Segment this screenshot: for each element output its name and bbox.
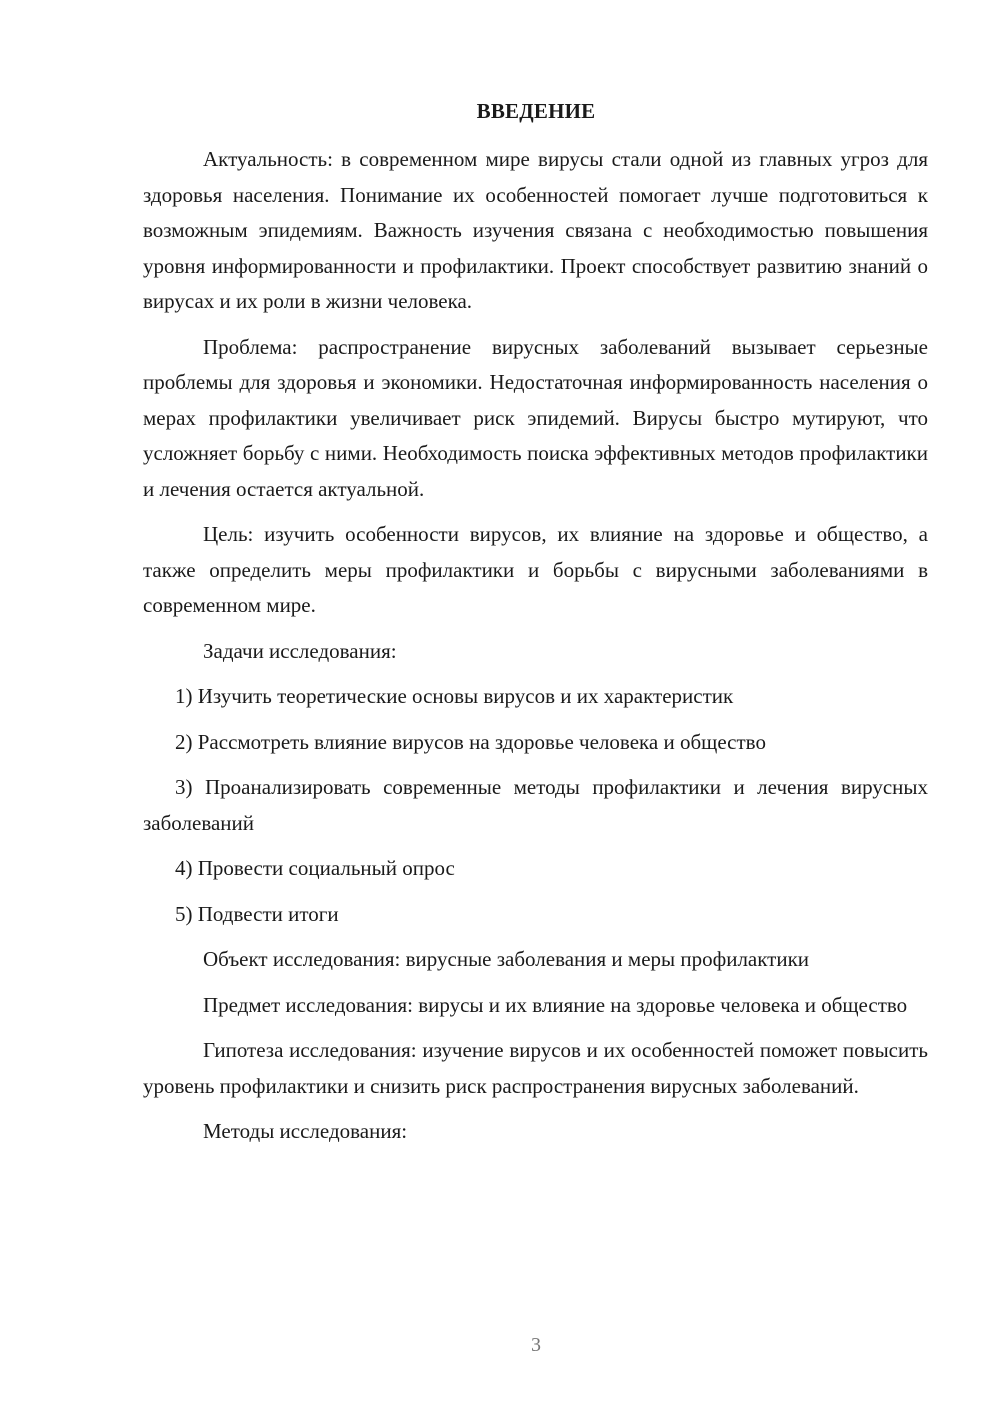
task-item-1: 1) Изучить теоретические основы вирусов и их характеристик: [175, 684, 734, 708]
paragraph-tasks-heading: Задачи исследования:: [203, 638, 397, 663]
page-number: 3: [531, 1334, 541, 1356]
task-item-4: 4) Провести социальный опрос: [175, 856, 455, 880]
paragraph-object: Объект исследования: вирусные заболевания и меры профилактики: [203, 947, 810, 971]
body-text: [143, 142, 928, 1160]
paragraph-hypothesis: Гипотеза исследования: изучение вирусов и их особенностей поможет повысить уровень профилактики и снизить риск распространения вирусных заболеваний.: [143, 1038, 928, 1098]
task-item-5: 5) Подвести итоги: [175, 901, 339, 926]
task-item-3: 3) Проанализировать современные методы профилактики и лечения вирусных заболеваний: [143, 775, 928, 835]
paragraph-goal: Цель: изучить особенности вирусов, их влияние на здоровье и общество, а также определить меры профилактики и борьбы с вирусными заболеваниями в современном мире.: [143, 522, 928, 617]
task-item-2: 2) Рассмотреть влияние вирусов на здоровье человека и общество: [175, 729, 766, 754]
section-title: ВВЕДЕНИЕ: [476, 99, 596, 123]
paragraph-subject: Предмет исследования: вирусы и их влияние на здоровье человека и общество: [203, 992, 908, 1017]
paragraph-problem: Проблема: распространение вирусных заболеваний вызывает серьезные проблемы для здоровья и экономики. Недостаточная информированность населения о мерах профилактики увеличивает риск эпидемий. Вирусы быстро мутируют, что усложняет борьбу с ними. Необходимость поиска эффективных методов профилактики и лечения остается актуальной.: [143, 334, 928, 501]
paragraph-relevance: Актуальность: в современном мире вирусы стали одной из главных угроз для здоровья населения. Понимание их особенностей помогает лучше подготовиться к возможным эпидемиям. Важность изучения связана с необходимостью повышения уровня информированности и профилактики. Проект способствует развитию знаний о вирусах и их роли в жизни человека.: [143, 147, 928, 313]
paragraph-methods: Методы исследования:: [203, 1119, 408, 1143]
